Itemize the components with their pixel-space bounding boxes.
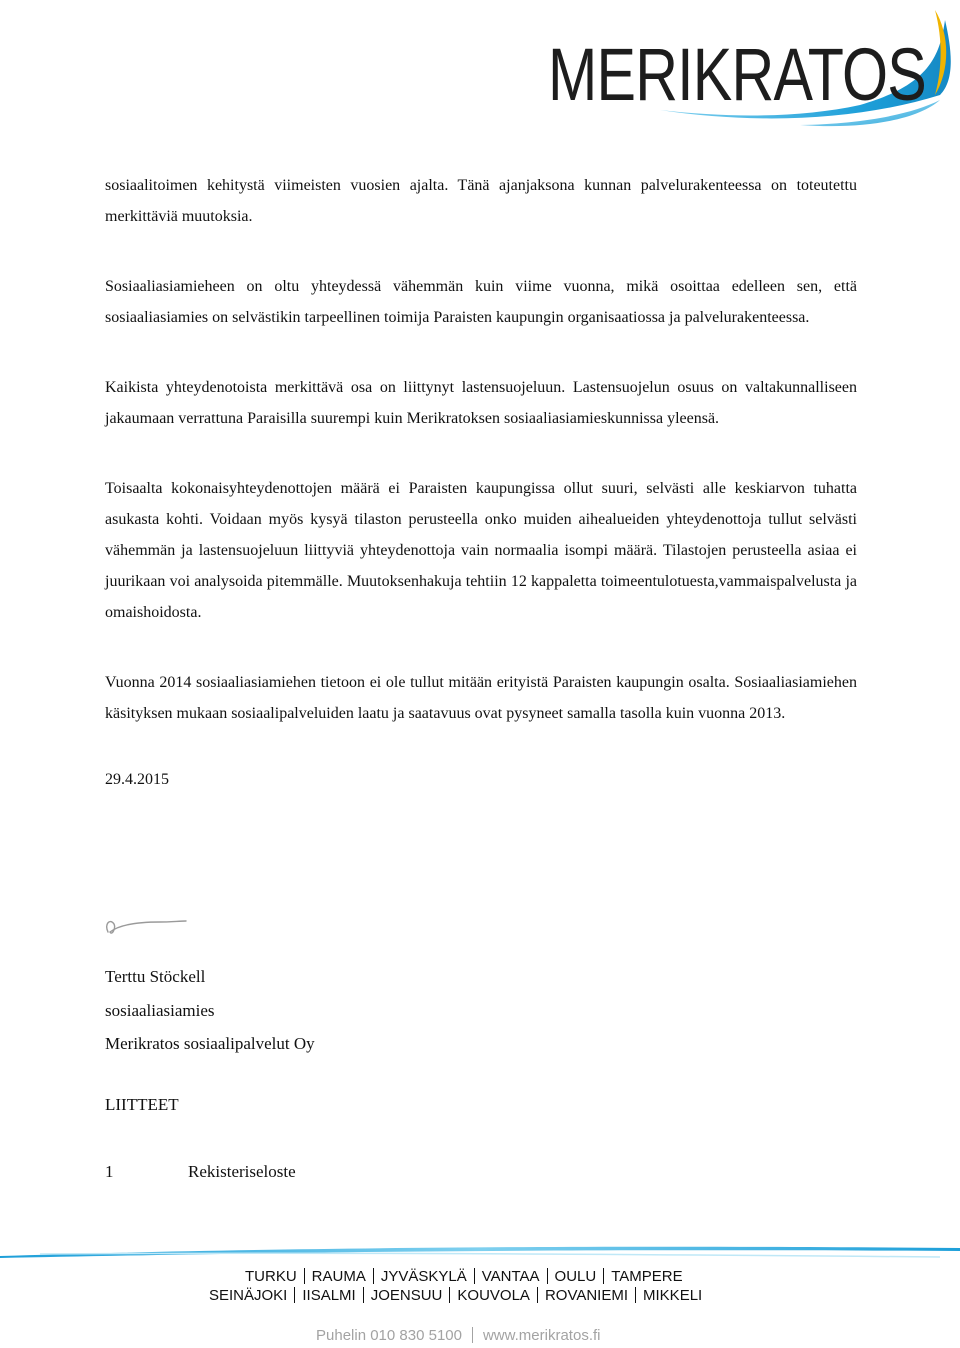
- signature-block: [105, 960, 315, 1061]
- letter-body: [105, 170, 857, 795]
- office-seinajoki: SEINÄJOKI: [209, 1287, 288, 1304]
- separator: [472, 1327, 473, 1343]
- paragraph-1: sosiaalitoimen kehitystä viimeisten vuosien ajalta. Tänä ajanjaksona kunnan palvelurakenteessa on toteutettu merkittäviä muutoksia.: [105, 177, 857, 225]
- office-jyvaskyla: JYVÄSKYLÄ: [380, 1268, 467, 1285]
- office-mikkeli: MIKKELI: [643, 1287, 703, 1304]
- attachment-label: Rekisteriseloste: [188, 1162, 296, 1181]
- separator: [474, 1268, 475, 1284]
- office-row-1: [245, 1268, 683, 1287]
- separator: [294, 1287, 295, 1303]
- office-kouvola: KOUVOLA: [457, 1287, 530, 1304]
- office-rovaniemi: ROVANIEMI: [544, 1287, 629, 1304]
- separator: [373, 1268, 374, 1284]
- attachments-heading: LIITTEET: [105, 1095, 179, 1114]
- paragraph-5: Vuonna 2014 sosiaaliasiamiehen tietoon ei ole tullut mitään erityistä Paraisten kaupungin osalta. Sosiaaliasiamiehen käsityksen mukaan sosiaalipalveluiden laatu ja saatavuus ovat pysyneet samalla tasolla kuin vuonna 2013.: [105, 674, 857, 722]
- signer-company: Merikratos sosiaalipalvelut Oy: [105, 1034, 315, 1053]
- separator: [304, 1268, 305, 1284]
- separator: [537, 1287, 538, 1303]
- footer-wave-decoration: [0, 1240, 960, 1264]
- footer-phone: Puhelin 010 830 5100: [316, 1327, 462, 1344]
- signer-name: Terttu Stöckell: [105, 967, 206, 986]
- office-turku: TURKU: [245, 1268, 297, 1285]
- attachment-item: [105, 1162, 296, 1182]
- handwritten-signature: [100, 910, 200, 940]
- letter-date: 29.4.2015: [105, 771, 169, 788]
- office-oulu: OULU: [554, 1268, 597, 1285]
- logo-text: MERIKRATOS: [548, 33, 926, 116]
- separator: [603, 1268, 604, 1284]
- office-tampere: TAMPERE: [611, 1268, 683, 1285]
- paragraph-4: Toisaalta kokonaisyhteydenottojen määrä ei Paraisten kaupungissa ollut suuri, selvästi alle keskiarvon tuhatta asukasta kohti. Voidaan myös kysyä tilaston perusteella onko muiden aihealueiden yhteydenottoja tullut selvästi vähemmän ja lastensuojeluun liittyviä yhteydenottoja vain normaalia isompi määrä. Tilastojen perusteella asiaa ei juurikaan voi analysoida pitemmälle. Muutoksenhakuja tehtiin 12 kappaletta toimeentulotuesta,vammaispalvelusta ja omaishoidosta.: [105, 480, 857, 621]
- footer-website-link[interactable]: www.merikratos.fi: [482, 1327, 601, 1344]
- separator: [449, 1287, 450, 1303]
- paragraph-3: Kaikista yhteydenotoista merkittävä osa on liittynyt lastensuojeluun. Lastensuojelun osuus on valtakunnalliseen jakaumaan verrattuna Paraisilla suurempi kuin Merikratoksen sosiaaliasiamieskunnissa yleensä.: [105, 379, 857, 427]
- attachment-number: 1: [105, 1162, 114, 1181]
- office-vantaa: VANTAA: [481, 1268, 540, 1285]
- office-rauma: RAUMA: [311, 1268, 366, 1285]
- office-joensuu: JOENSUU: [370, 1287, 443, 1304]
- office-iisalmi: IISALMI: [302, 1287, 356, 1304]
- signer-title: sosiaaliasiamies: [105, 1000, 215, 1020]
- office-row-2: [209, 1287, 702, 1306]
- separator: [363, 1287, 364, 1303]
- footer-contact: [316, 1327, 601, 1344]
- separator: [547, 1268, 548, 1284]
- paragraph-2: Sosiaaliasiamieheen on oltu yhteydessä vähemmän kuin viime vuonna, mikä osoittaa edelleen sen, että sosiaaliasiamies on selvästikin tarpeellinen toimija Paraisten kaupungin organisaatiossa ja palvelurakenteessa.: [105, 278, 857, 326]
- separator: [635, 1287, 636, 1303]
